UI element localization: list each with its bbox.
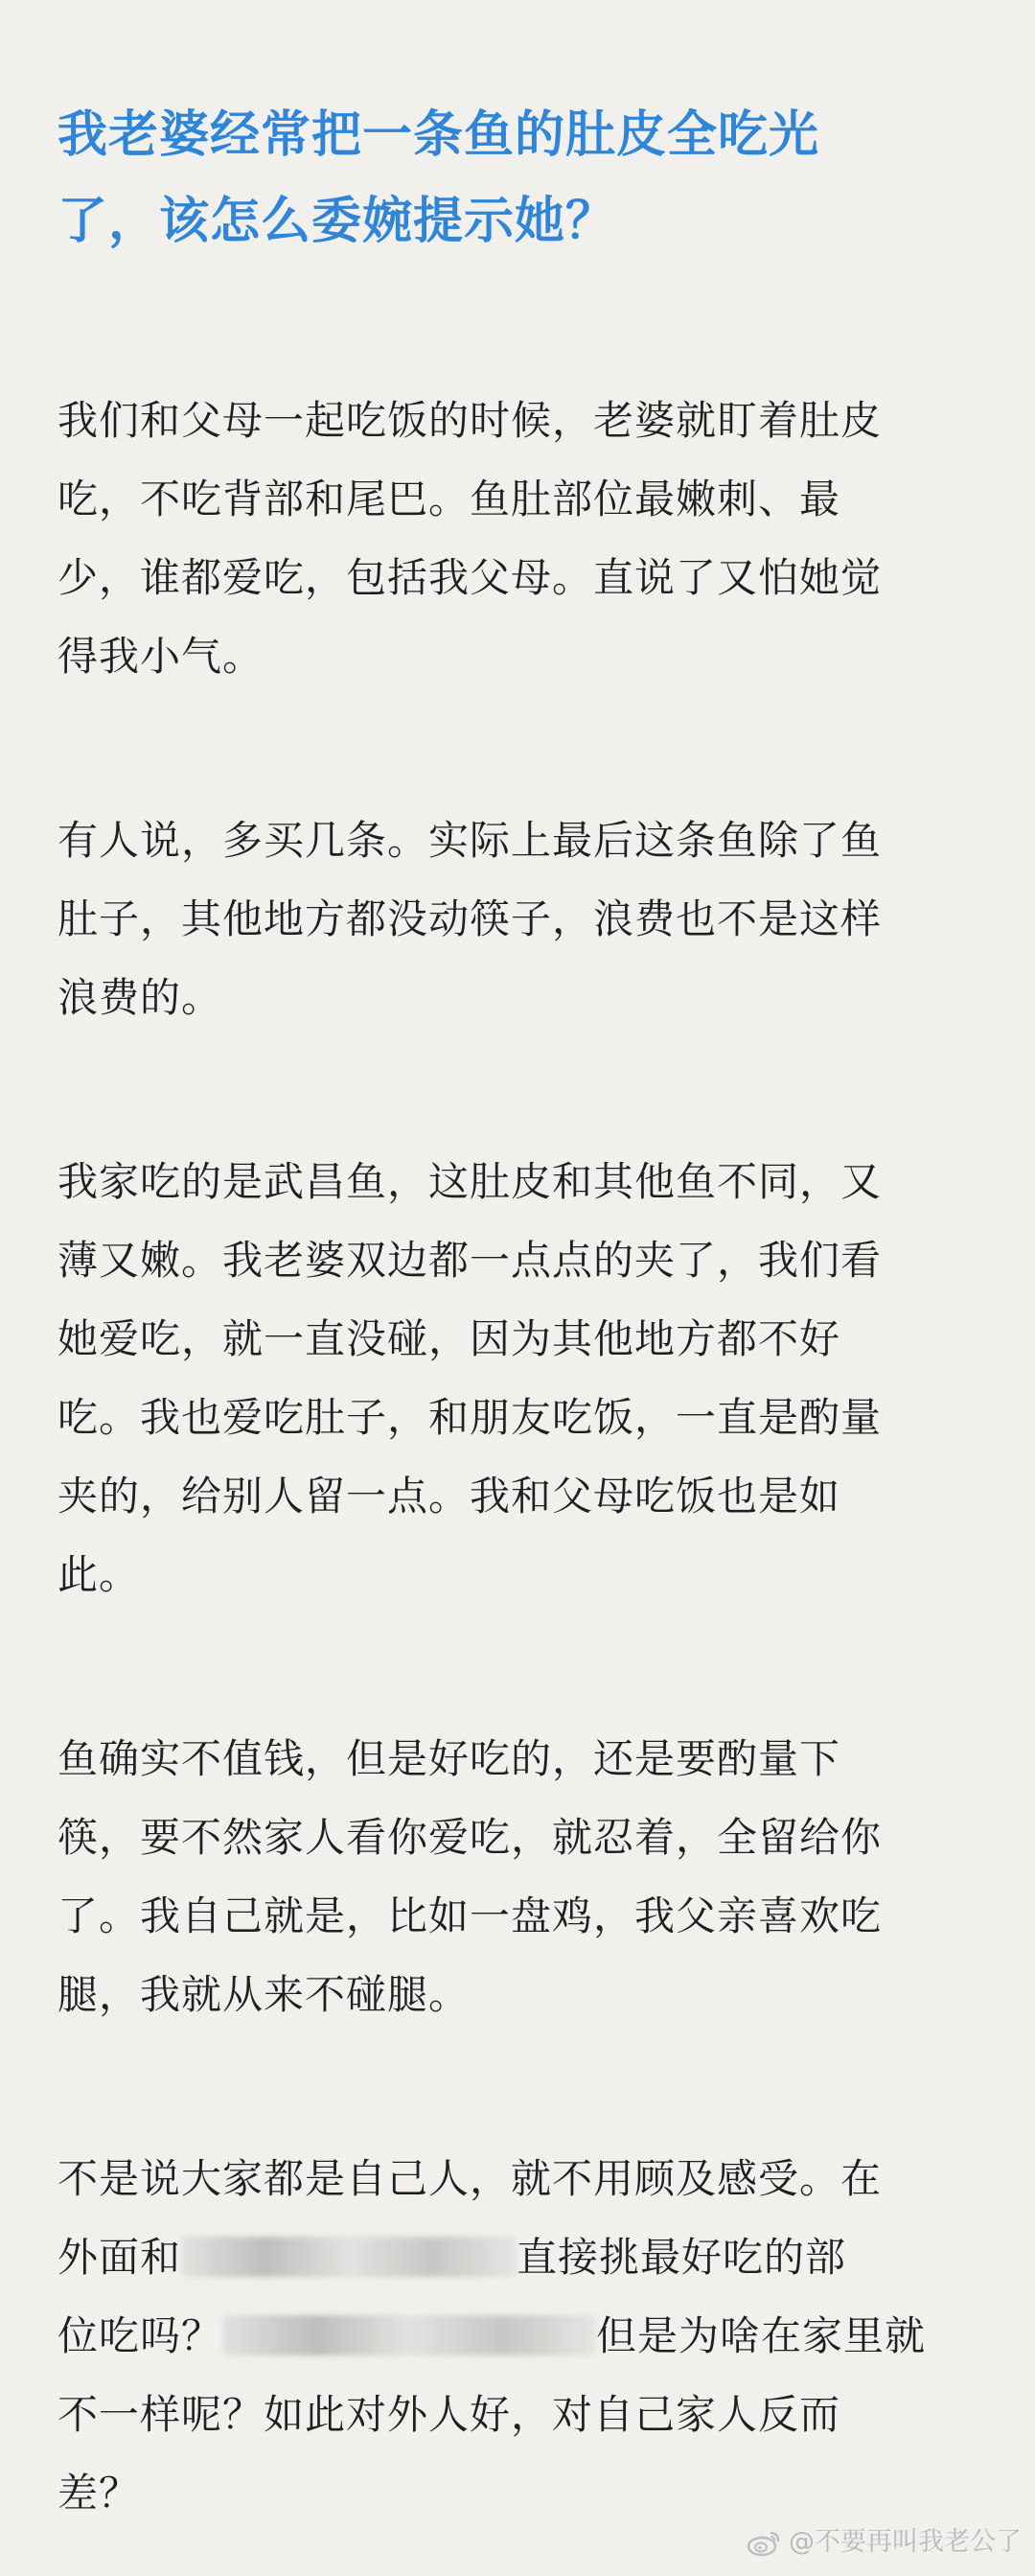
text-line: 她爱吃，就一直没碰，因为其他地方都不好 — [58, 1315, 841, 1362]
text-line: 少，谁都爱吃，包括我父母。直说了又怕她觉 — [58, 554, 883, 601]
weibo-icon — [747, 2528, 783, 2557]
text-line: 有人说，多买几条。实际上最后这条鱼除了鱼 — [58, 817, 883, 864]
paragraph-3 — [58, 1143, 978, 1614]
text-line: 此。 — [58, 1551, 141, 1598]
text-line: 我们和父母一起吃饭的时候，老婆就盯着肚皮 — [58, 397, 883, 444]
paragraph-5 — [58, 2140, 978, 2533]
text-line: 不一样呢？如此对外人好，对自己家人反而 — [58, 2391, 841, 2438]
text-line: 薄又嫩。我老婆双边都一点点的夹了，我们看 — [58, 1237, 883, 1284]
text-line: 吃，不吃背部和尾巴。鱼肚部位最嫩刺、最 — [58, 476, 841, 522]
text-line: 夹的，给别人留一点。我和父母吃饭也是如 — [58, 1473, 841, 1520]
paragraph-2 — [58, 801, 978, 1037]
text-line: 我家吃的是武昌鱼，这肚皮和其他鱼不同，又 — [58, 1158, 883, 1205]
redacted-text-blur — [222, 2315, 596, 2356]
text-line: 直接挑最好吃的部 — [517, 2234, 847, 2281]
paragraph-1 — [58, 382, 978, 696]
redacted-text-blur — [181, 2237, 517, 2277]
title-line-2: 了，该怎么委婉提示她？ — [58, 193, 617, 250]
paragraph-4 — [58, 1720, 978, 2034]
watermark-text: @不要再叫我老公了 — [789, 2527, 1022, 2557]
text-line: 吃。我也爱吃肚子，和朋友吃饭，一直是酌量 — [58, 1394, 883, 1441]
text-line: 肚子，其他地方都没动筷子，浪费也不是这样 — [58, 895, 883, 942]
text-line: 鱼确实不值钱，但是好吃的，还是要酌量下 — [58, 1735, 841, 1782]
text-line: 了。我自己就是，比如一盘鸡，我父亲喜欢吃 — [58, 1892, 883, 1939]
text-line: 但是为啥在家里就 — [596, 2312, 927, 2359]
text-line: 筷，要不然家人看你爱吃，就忍着，全留给你 — [58, 1814, 883, 1861]
text-line: 不是说大家都是自己人，就不用顾及感受。在 — [58, 2155, 883, 2202]
text-line: 浪费的。 — [58, 974, 223, 1021]
text-line: 差？ — [58, 2470, 141, 2517]
article — [58, 92, 978, 2533]
question-title — [58, 92, 978, 265]
text-line: 外面和 — [58, 2234, 182, 2281]
weibo-watermark — [747, 2526, 1022, 2559]
title-line-1: 我老婆经常把一条鱼的肚皮全吃光 — [58, 106, 820, 164]
text-line: 位吃吗？ — [58, 2312, 223, 2359]
text-line: 得我小气。 — [58, 633, 264, 680]
text-line: 腿，我就从来不碰腿。 — [58, 1971, 471, 2018]
